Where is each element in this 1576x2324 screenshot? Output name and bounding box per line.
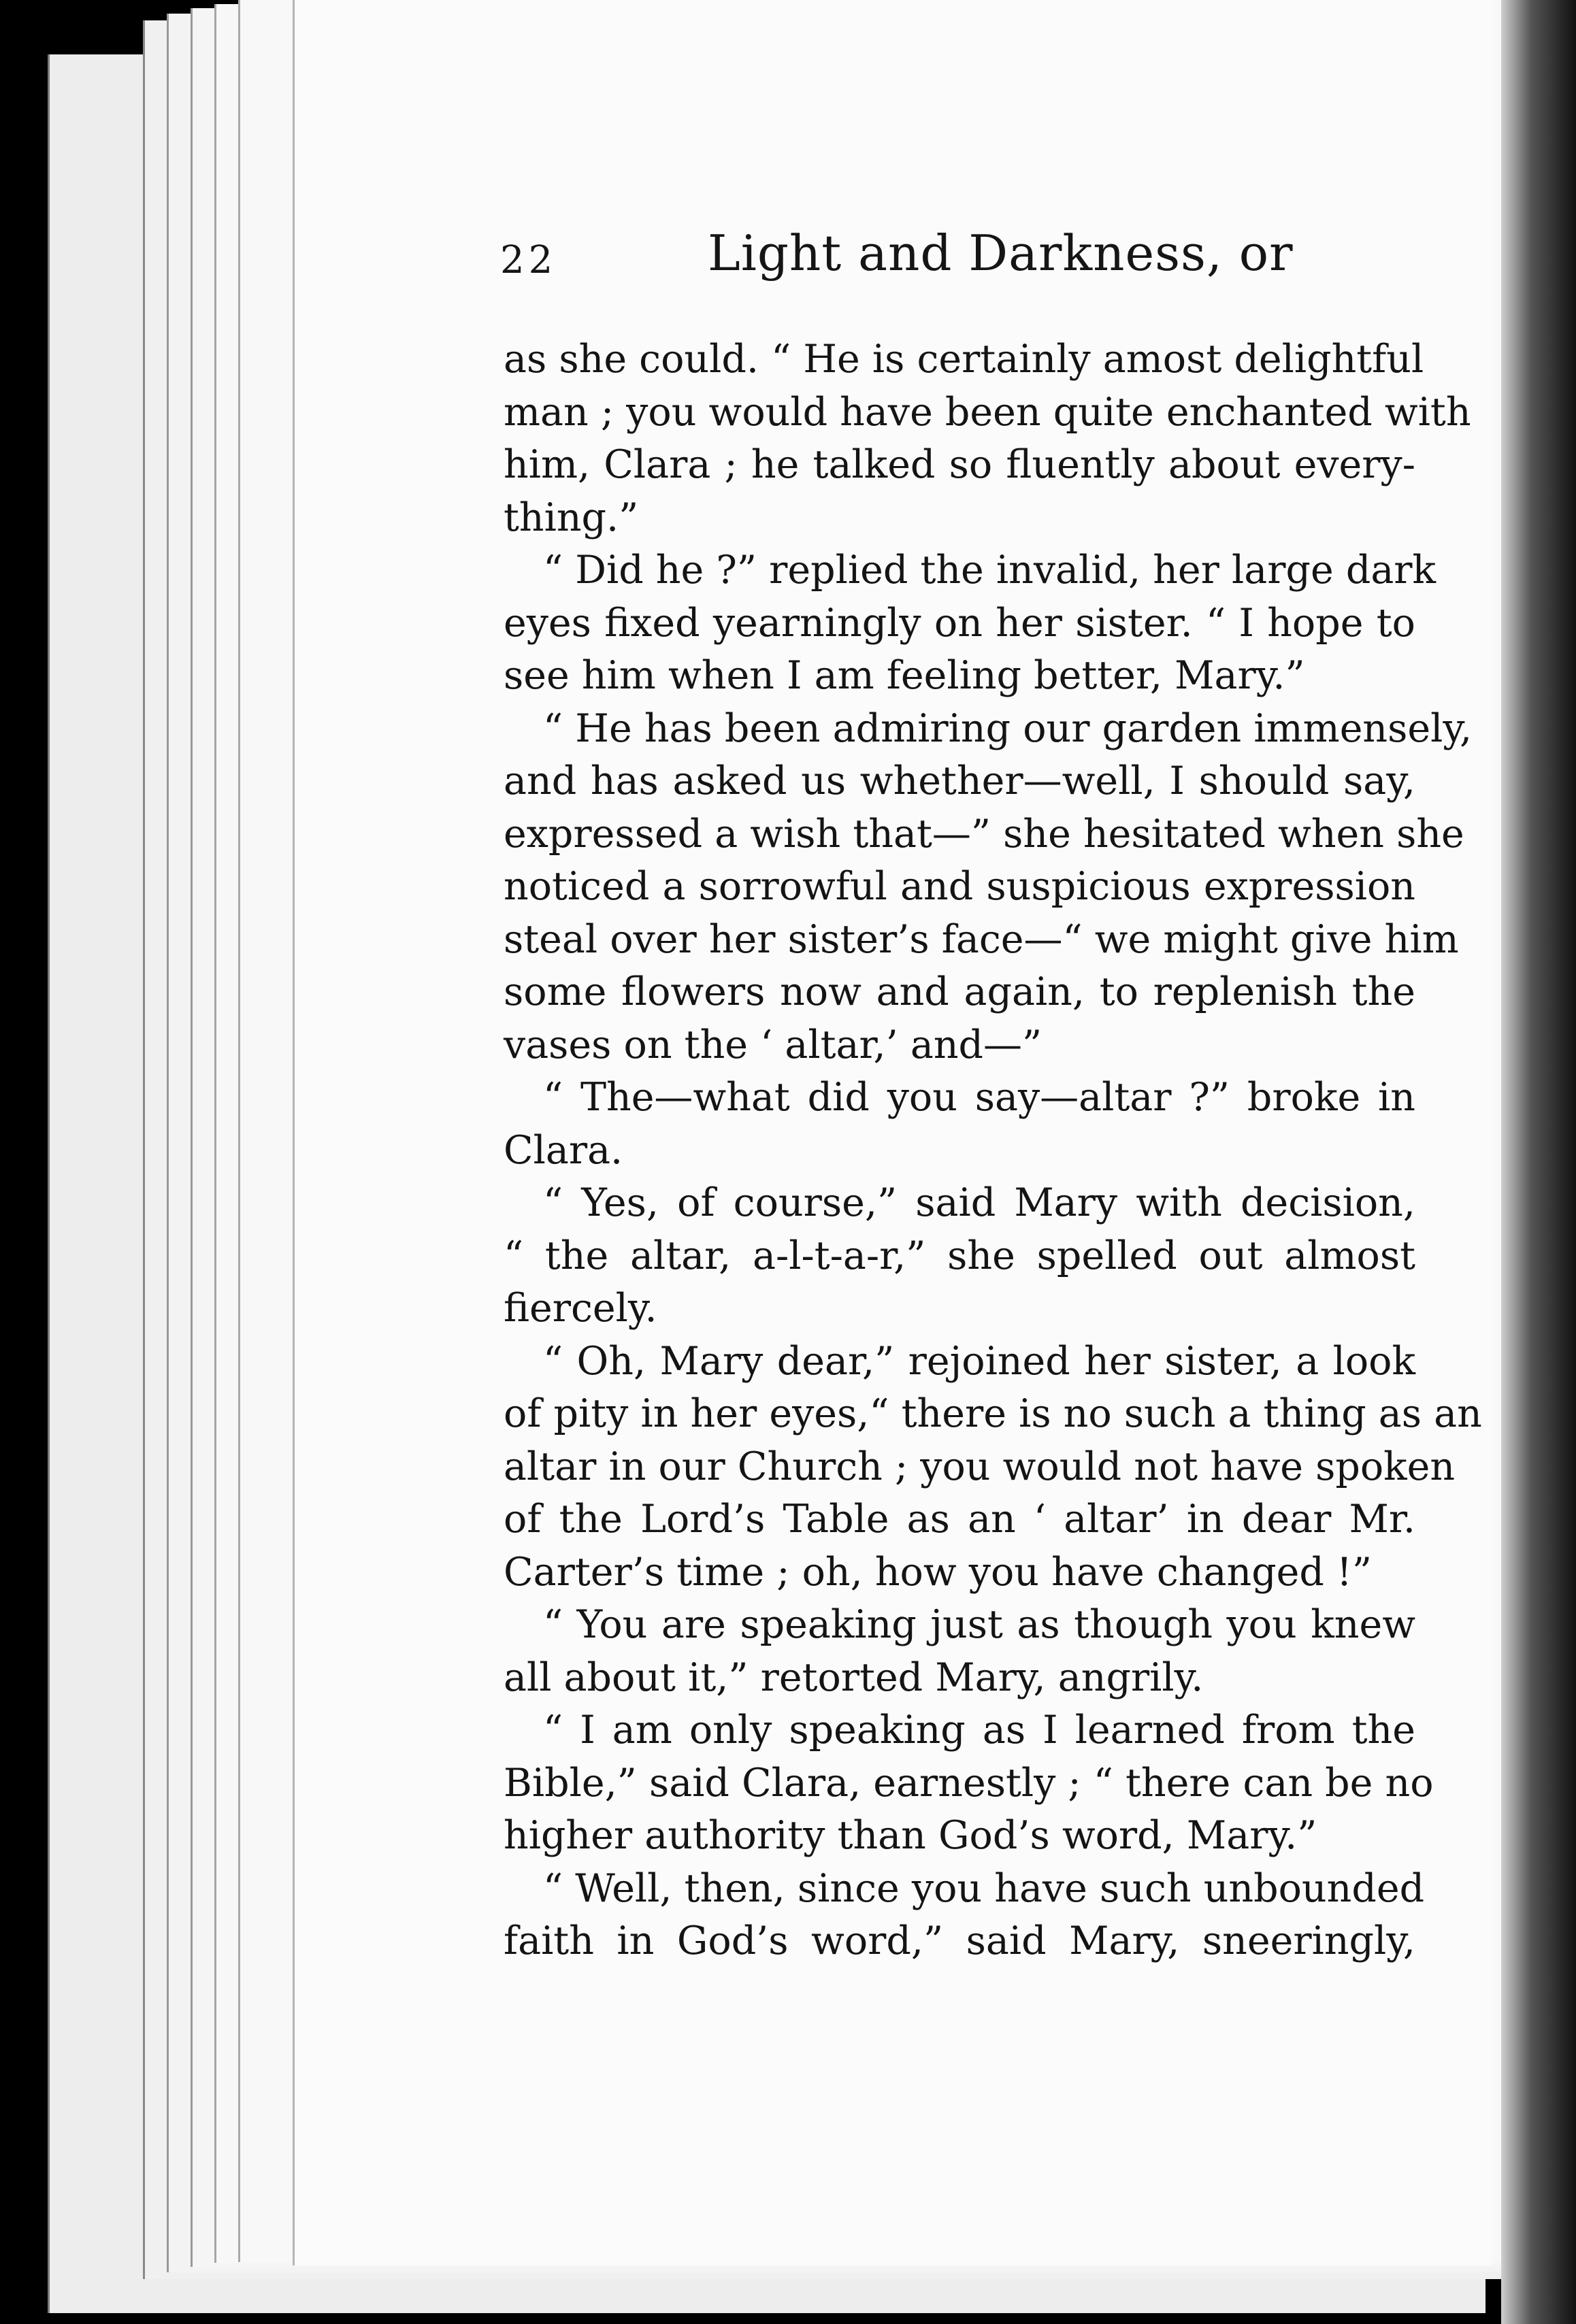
text-line: higher authority than God’s word, Mary.”: [504, 1813, 1317, 1858]
text-line: some flowers now and again, to replenish the: [504, 969, 1415, 1014]
page-number: 22: [500, 238, 557, 282]
text-line: “ The—what did you say—altar ?” broke in: [543, 1075, 1415, 1120]
text-line: vases on the ‘ altar,’ and—”: [504, 1022, 1043, 1067]
text-line: Carter’s time ; oh, how you have changed !”: [504, 1549, 1373, 1595]
text-line: him, Clara ; he talked so fluently about every-: [504, 442, 1415, 487]
text-line: expressed a wish that—” she hesitated when she: [504, 811, 1464, 857]
text-line: “ Did he ?” replied the invalid, her large dark: [543, 548, 1437, 593]
text-line: steal over her sister’s face—“ we might give him: [504, 916, 1459, 962]
text-line: of pity in her eyes,“ there is no such a thing as an: [504, 1391, 1482, 1436]
running-title: Light and Darkness, or: [708, 225, 1294, 282]
page-header: [500, 225, 1294, 306]
text-line: Bible,” said Clara, earnestly ; “ there can be no: [504, 1760, 1434, 1806]
text-line: “ the altar, a-l-t-a-r,” she spelled out almost: [504, 1233, 1415, 1278]
text-line: “ Yes, of course,” said Mary with decision,: [543, 1180, 1415, 1225]
text-line: altar in our Church ; you would not have spoken: [504, 1444, 1456, 1489]
text-line: and has asked us whether—well, I should say,: [504, 759, 1415, 803]
text-line: thing.”: [504, 495, 639, 540]
body-text: [504, 333, 1482, 1968]
text-line: noticed a sorrowful and suspicious expression: [504, 864, 1415, 909]
text-line: all about it,” retorted Mary, angrily.: [504, 1655, 1204, 1700]
text-line: see him when I am feeling better, Mary.”: [504, 653, 1305, 698]
text-line: as she could. “ He is certainly amost delightful: [504, 337, 1424, 382]
text-line: eyes fixed yearningly on her sister. “ I hope to: [504, 600, 1415, 646]
text-line: “ You are speaking just as though you knew: [543, 1602, 1415, 1647]
text-line: Clara.: [504, 1127, 623, 1173]
text-line: “ Well, then, since you have such unbounded: [543, 1865, 1425, 1911]
text-line: “ I am only speaking as I learned from the: [543, 1708, 1415, 1753]
text-line: of the Lord’s Table as an ‘ altar’ in dear Mr.: [504, 1497, 1415, 1542]
text-line: faith in God’s word,” said Mary, sneeringly,: [504, 1919, 1415, 1963]
text-line: man ; you would have been quite enchanted with: [504, 389, 1471, 435]
text-line: “ He has been admiring our garden immensely,: [543, 706, 1473, 751]
binding-gutter-shadow: [1501, 0, 1576, 2324]
text-line: fiercely.: [504, 1286, 657, 1331]
text-line: “ Oh, Mary dear,” rejoined her sister, a look: [543, 1338, 1415, 1384]
